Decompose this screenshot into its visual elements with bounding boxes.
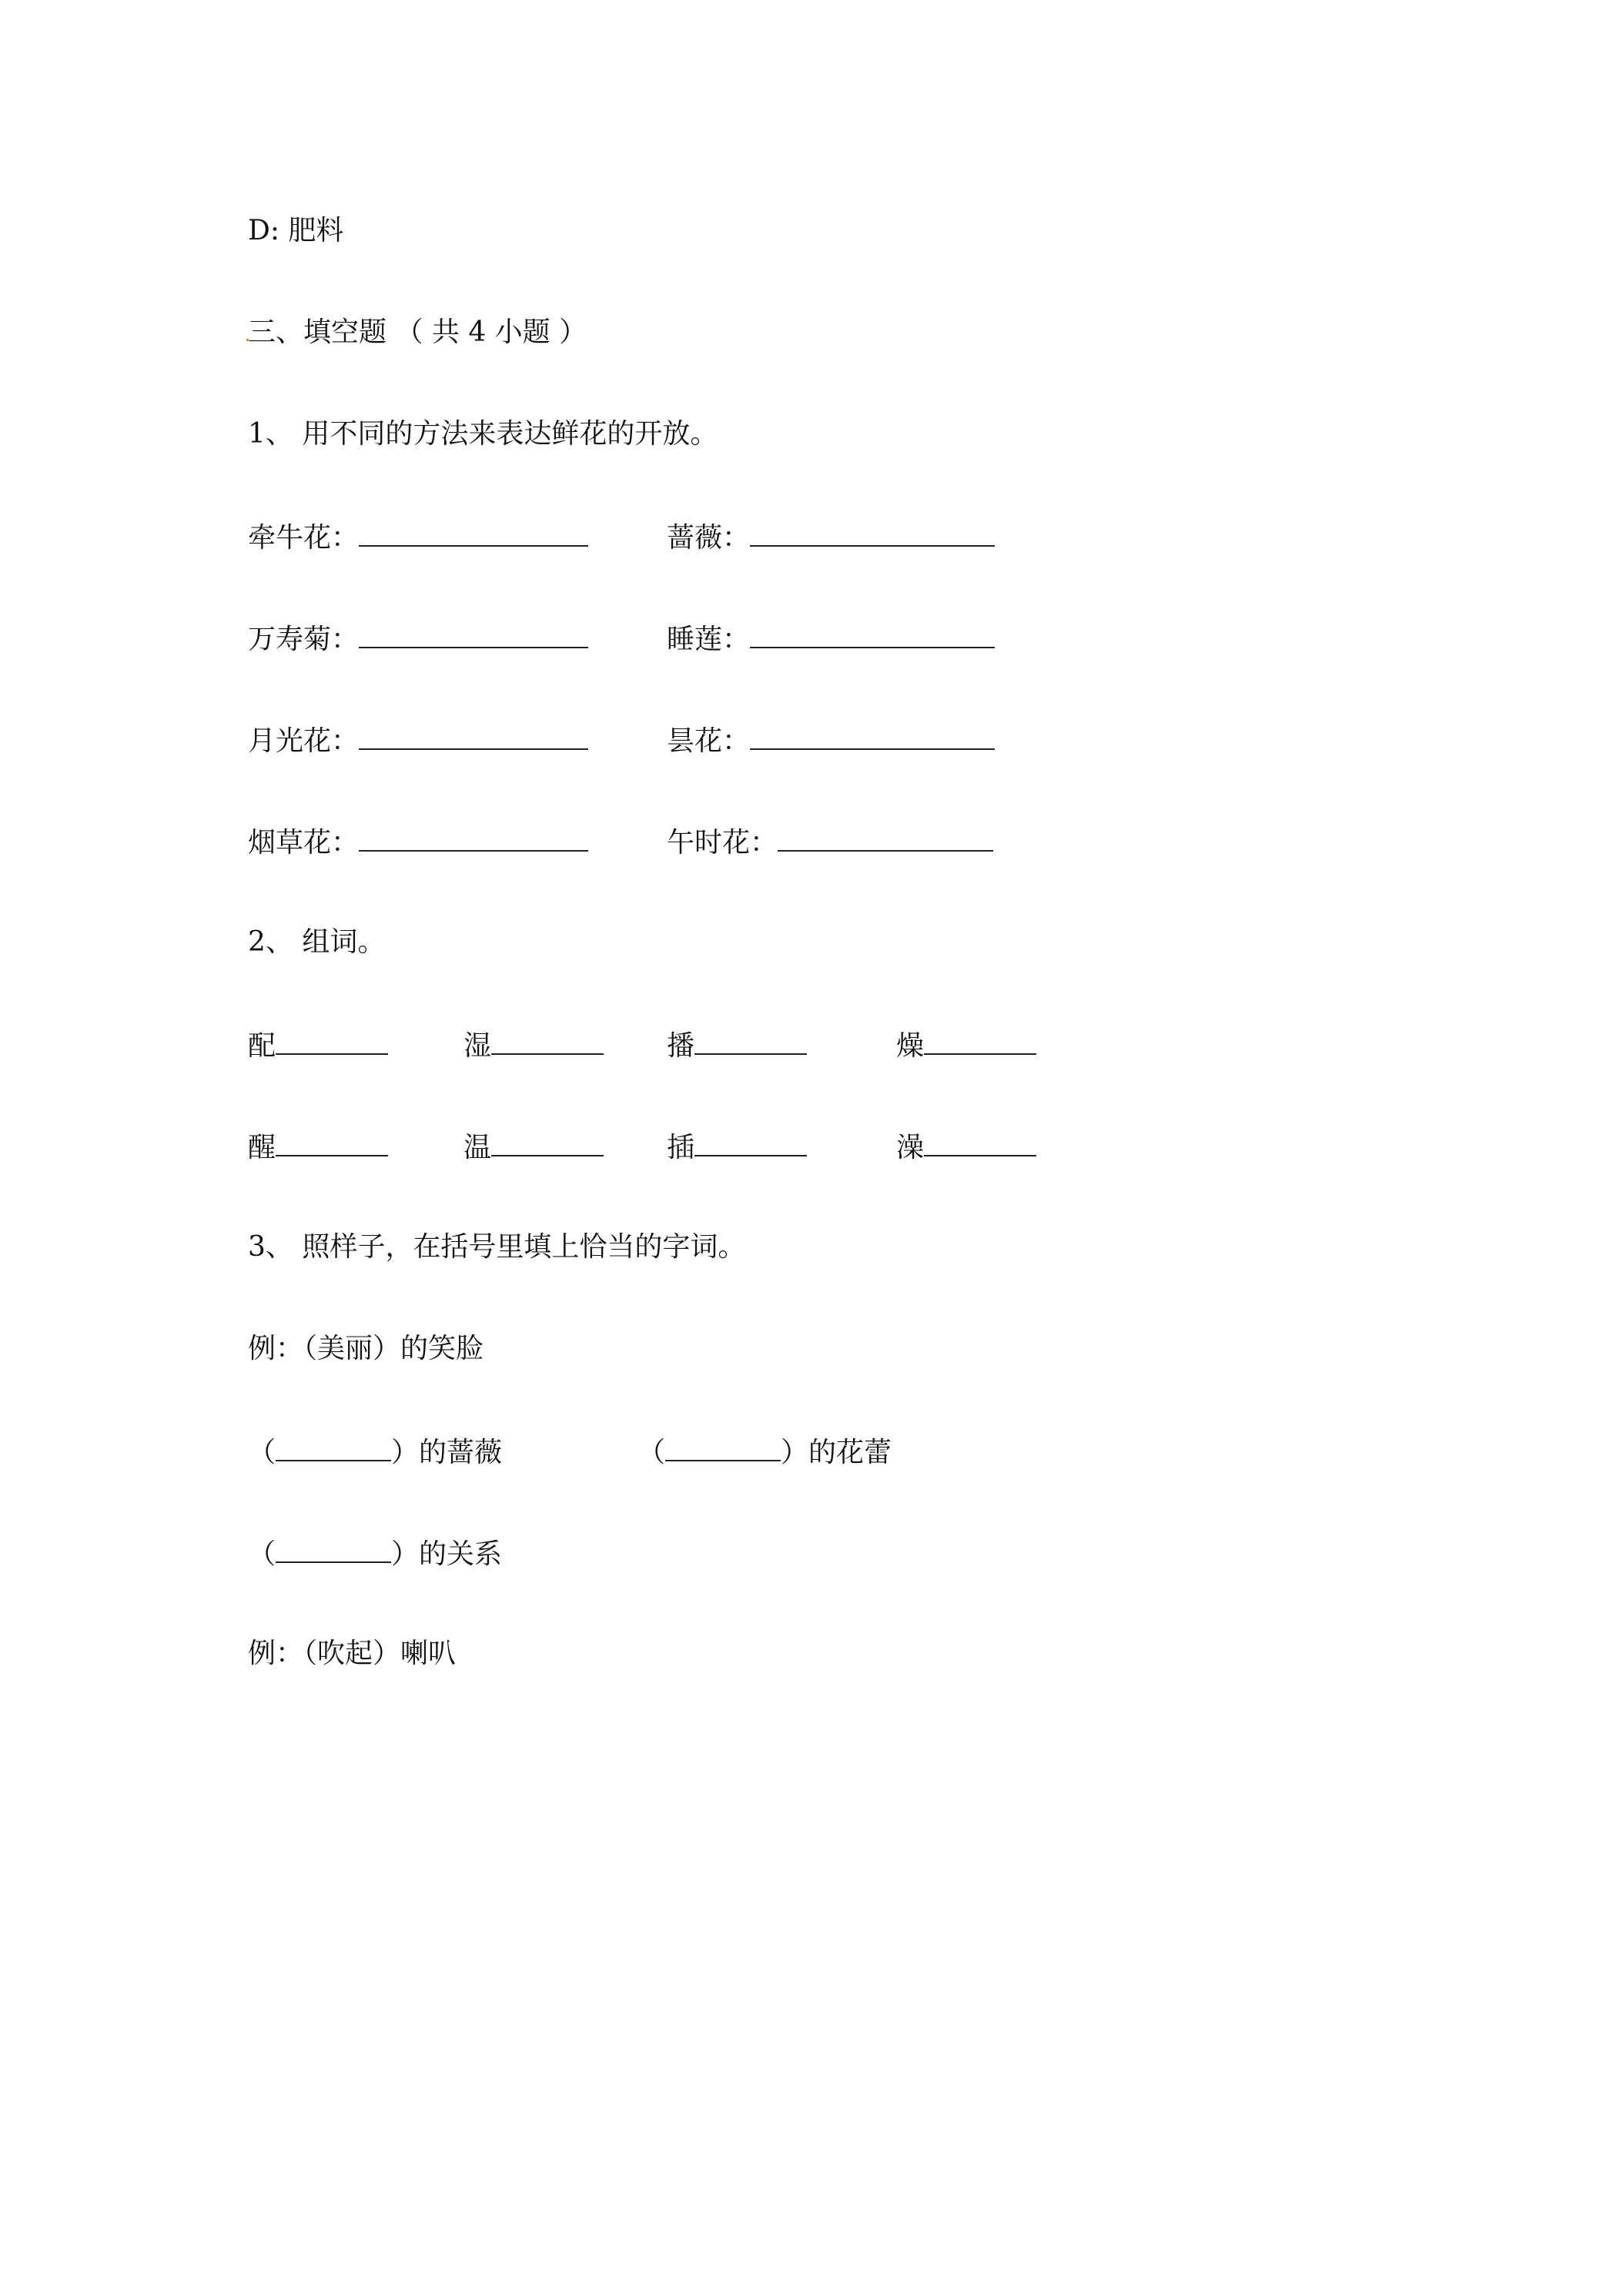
section-title: 三、填空题 （ 共 4 小题 ）	[248, 316, 587, 348]
q1-row-3-right-label: 昙花：	[667, 725, 751, 757]
q3-item-1-label: ）的蔷薇	[391, 1437, 503, 1468]
answer-blank[interactable]	[665, 1434, 781, 1461]
q1-row-2-left	[248, 621, 588, 657]
answer-blank[interactable]	[750, 621, 995, 648]
answer-blank[interactable]	[359, 824, 588, 852]
q2-char: 澡	[896, 1132, 925, 1163]
answer-blank[interactable]	[750, 519, 995, 547]
q1-row-3-left	[248, 722, 588, 758]
q1-row-3-left-label: 月光花：	[248, 725, 360, 757]
question-3-prompt: 3、 照样子，在括号里填上恰当的字词。	[248, 1231, 746, 1263]
question-1-prompt: 1、 用不同的方法来表达鲜花的开放。	[248, 418, 718, 450]
option-d: D: 肥料	[248, 215, 344, 246]
answer-blank[interactable]	[359, 621, 588, 648]
q3-item-2-label: ）的花蕾	[781, 1437, 892, 1468]
q3-example-2: 例：（吹起）喇叭	[248, 1638, 457, 1669]
answer-blank[interactable]	[491, 1027, 604, 1055]
q2-char: 配	[248, 1030, 276, 1062]
answer-blank[interactable]	[276, 1027, 388, 1055]
q3-item-3	[248, 1535, 502, 1571]
q1-row-1-left-label: 牵牛花：	[248, 522, 360, 554]
q2-char: 播	[667, 1030, 695, 1062]
answer-blank[interactable]	[276, 1129, 388, 1156]
question-2-prompt: 2、 组词。	[248, 926, 386, 958]
answer-blank[interactable]	[491, 1129, 604, 1156]
q1-row-4-right-label: 午时花：	[667, 827, 778, 858]
q1-row-2-left-label: 万寿菊：	[248, 624, 360, 655]
q1-row-3-right	[667, 722, 995, 758]
q2-item	[248, 1129, 388, 1165]
answer-blank[interactable]	[924, 1129, 1036, 1156]
q2-char: 温	[463, 1132, 492, 1163]
answer-blank[interactable]	[924, 1027, 1036, 1055]
open-paren: （	[248, 1437, 276, 1468]
q2-char: 湿	[463, 1030, 492, 1062]
answer-blank[interactable]	[778, 824, 993, 852]
answer-blank[interactable]	[359, 519, 588, 547]
q3-item-3-label: ）的关系	[391, 1538, 503, 1570]
q2-item	[667, 1129, 807, 1165]
q2-item	[896, 1129, 1036, 1165]
q1-row-4-right	[667, 824, 993, 860]
q1-row-4-left	[248, 824, 588, 860]
q3-item-1	[248, 1434, 502, 1470]
answer-blank[interactable]	[694, 1129, 807, 1156]
q2-item	[248, 1027, 388, 1063]
q1-row-2-right-label: 睡莲：	[667, 624, 751, 655]
answer-blank[interactable]	[694, 1027, 807, 1055]
q1-row-1-left	[248, 519, 588, 555]
q1-row-2-right	[667, 621, 995, 657]
q1-row-1-right	[667, 519, 995, 555]
answer-blank[interactable]	[276, 1434, 391, 1461]
q2-item	[463, 1129, 604, 1165]
q2-char: 醒	[248, 1132, 276, 1163]
open-paren: （	[248, 1538, 276, 1570]
q2-item	[463, 1027, 604, 1063]
answer-blank[interactable]	[359, 722, 588, 750]
q2-item	[667, 1027, 807, 1063]
q2-char: 插	[667, 1132, 695, 1163]
q2-char: 燥	[896, 1030, 925, 1062]
open-paren: （	[637, 1437, 666, 1468]
q2-item	[896, 1027, 1036, 1063]
q1-row-4-left-label: 烟草花：	[248, 827, 360, 858]
q3-example-1: 例：（美丽）的笑脸	[248, 1333, 484, 1364]
answer-blank[interactable]	[276, 1535, 391, 1563]
answer-blank[interactable]	[750, 722, 995, 750]
q3-item-2	[637, 1434, 892, 1470]
q1-row-1-right-label: 蔷薇：	[667, 522, 751, 554]
